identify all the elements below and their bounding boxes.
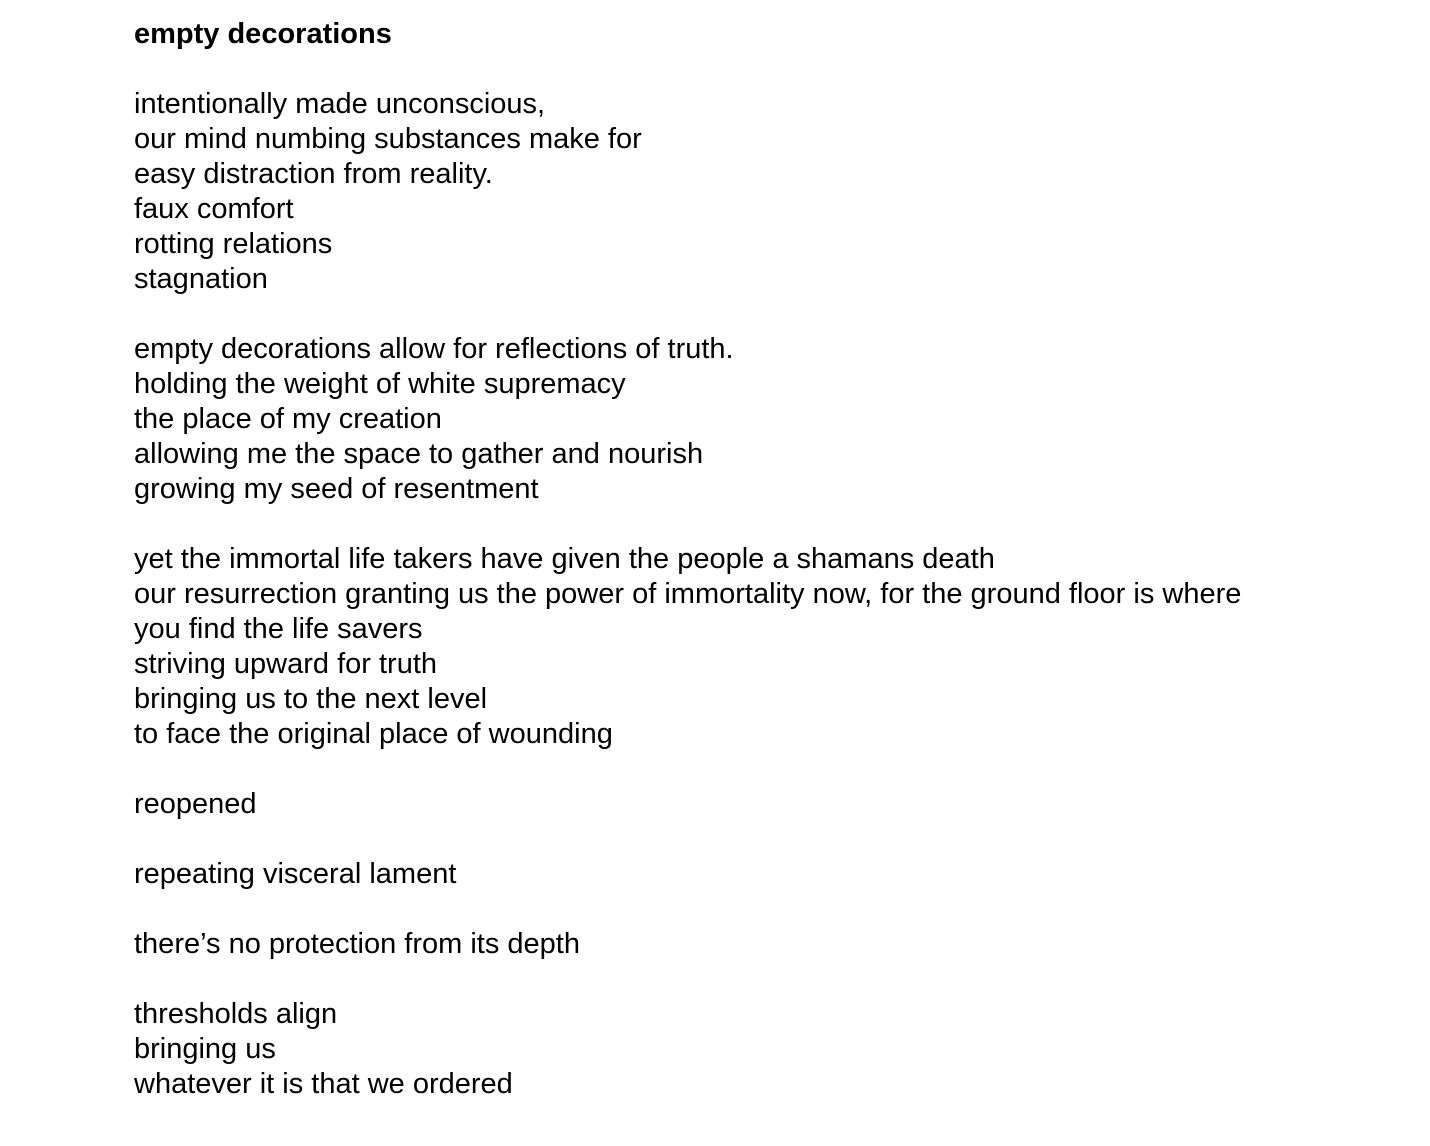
poem-line: yet the immortal life takers have given the people a shamans death	[134, 543, 995, 575]
poem-line: easy distraction from reality.	[134, 158, 493, 190]
stanza	[134, 787, 1414, 822]
poem-line: to face the original place of wounding	[134, 718, 613, 750]
poem-line: allowing me the space to gather and nourish	[134, 438, 704, 470]
poem-line: the place of my creation	[134, 403, 442, 435]
poem-line: bringing us to the next level	[134, 683, 488, 715]
stanza	[134, 857, 1414, 892]
poem-line: holding the weight of white supremacy	[134, 368, 626, 400]
poem-title: empty decorations	[134, 18, 392, 50]
poem-document	[134, 17, 1414, 1102]
stanza	[134, 927, 1414, 962]
poem-line: faux comfort	[134, 193, 294, 225]
stanza	[134, 542, 1414, 752]
poem-line: intentionally made unconscious,	[134, 88, 546, 120]
poem-line: striving upward for truth	[134, 648, 438, 680]
poem-line: rotting relations	[134, 228, 333, 260]
poem-line: reopened	[134, 788, 257, 820]
poem-line: stagnation	[134, 263, 268, 295]
poem-line: repeating visceral lament	[134, 858, 457, 890]
poem-line: you find the life savers	[134, 613, 423, 645]
stanza	[134, 87, 1414, 297]
poem-line: our mind numbing substances make for	[134, 123, 642, 155]
stanza	[134, 997, 1414, 1102]
poem-line: bringing us	[134, 1033, 276, 1065]
poem-line: thresholds align	[134, 998, 338, 1030]
poem-line: growing my seed of resentment	[134, 473, 539, 505]
poem-line: there’s no protection from its depth	[134, 928, 580, 960]
poem-line: whatever it is that we ordered	[134, 1068, 513, 1100]
poem-line: our resurrection granting us the power of immortality now, for the ground floor is where	[134, 578, 1242, 610]
stanza	[134, 332, 1414, 507]
poem-line: empty decorations allow for reflections of truth.	[134, 333, 734, 365]
